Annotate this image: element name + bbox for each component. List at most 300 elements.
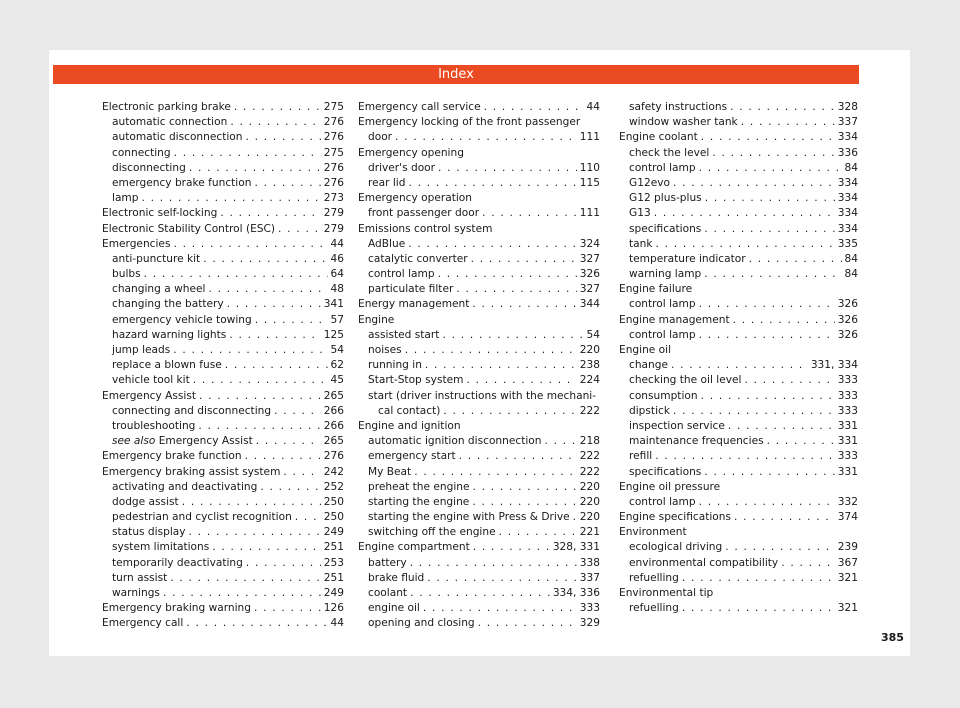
dot-leader	[456, 282, 576, 297]
dot-leader	[655, 449, 835, 464]
index-entry	[102, 465, 344, 480]
entry-page-number[interactable]: 335	[837, 237, 858, 250]
index-subentry	[102, 176, 344, 191]
entry-label	[102, 616, 183, 631]
entry-page-number[interactable]: 321	[837, 602, 858, 615]
dot-leader	[701, 389, 835, 404]
entry-text: automatic disconnection	[112, 131, 243, 144]
entry-page-number[interactable]: 64	[330, 268, 344, 281]
entry-page-number[interactable]: 250	[323, 495, 344, 508]
entry-text: running in	[368, 359, 422, 372]
entry-page-number[interactable]: 224	[579, 374, 600, 387]
entry-text: catalytic converter	[368, 252, 468, 265]
entry-label	[112, 328, 226, 343]
index-subentry	[619, 100, 858, 115]
entry-text: driver's door	[368, 161, 436, 174]
entry-text: bulbs	[112, 268, 141, 281]
index-subentry	[619, 571, 858, 586]
dot-leader	[212, 540, 320, 555]
entry-page-number[interactable]: 374	[837, 511, 858, 524]
index-subentry	[619, 601, 858, 616]
index-subentry	[619, 465, 858, 480]
entry-label	[629, 252, 746, 267]
entry-label	[368, 328, 439, 343]
entry-label	[619, 313, 730, 328]
entry-page-number[interactable]: 266	[323, 419, 344, 432]
entry-page-number[interactable]: 333	[579, 602, 600, 615]
index-subentry	[102, 525, 344, 540]
entry-page-number[interactable]: 321	[837, 571, 858, 584]
entry-label	[102, 237, 170, 252]
dot-leader	[699, 161, 842, 176]
entry-label	[112, 586, 160, 601]
entry-page-number[interactable]: 334	[837, 222, 858, 235]
entry-page-number[interactable]: 44	[586, 101, 600, 113]
dot-leader	[193, 373, 328, 388]
entry-page-number[interactable]: 221	[579, 526, 600, 539]
entry-page-number[interactable]: 266	[323, 404, 344, 417]
entry-label	[629, 540, 722, 555]
index-subentry	[358, 434, 600, 449]
index-subentry	[358, 571, 600, 586]
entry-text: connecting and disconnecting	[112, 404, 272, 417]
entry-text: Energy management	[358, 298, 470, 311]
dot-leader	[186, 616, 327, 631]
index-subentry	[102, 115, 344, 130]
entry-page-number[interactable]: 253	[323, 556, 344, 569]
index-subentry	[619, 222, 858, 237]
entry-page-number[interactable]: 332	[837, 495, 858, 508]
entry-label	[112, 404, 271, 419]
entry-page-number[interactable]: 218	[579, 435, 600, 448]
entry-label	[368, 358, 422, 373]
index-subentry	[619, 419, 858, 434]
index-entry	[102, 616, 344, 631]
entry-label	[368, 373, 463, 388]
dot-leader	[682, 601, 835, 616]
entry-page-number[interactable]: 338	[579, 556, 600, 569]
entry-page-number[interactable]: 252	[323, 480, 344, 493]
dot-leader	[427, 571, 576, 586]
entry-label	[629, 449, 652, 464]
entry-page-number[interactable]: 331	[837, 419, 858, 432]
entry-page-number[interactable]: 336	[837, 146, 858, 159]
index-subentry	[102, 404, 344, 419]
index-subentry	[619, 404, 858, 419]
dot-leader	[182, 495, 321, 510]
entry-page-number[interactable]: 327	[579, 283, 600, 296]
entry-page-number[interactable]: 265	[323, 389, 344, 402]
dot-leader	[260, 480, 320, 495]
index-subentry	[619, 449, 858, 464]
page-number: 385	[881, 631, 904, 644]
entry-text: pedestrian and cyclist recognition	[112, 511, 292, 524]
dot-leader	[573, 510, 577, 525]
entry-label	[112, 130, 243, 145]
entry-page-number[interactable]: 220	[579, 511, 600, 524]
entry-page-number[interactable]: 126	[323, 602, 344, 615]
entry-page-number[interactable]: 326	[579, 268, 600, 281]
entry-page-number[interactable]: 115	[579, 176, 600, 189]
entry-label	[629, 328, 696, 343]
entry-text: rear lid	[368, 176, 406, 189]
index-subentry	[619, 358, 858, 373]
dot-leader	[225, 358, 328, 373]
index-entry	[619, 313, 858, 328]
index-subentry	[102, 146, 344, 161]
dot-leader	[274, 404, 321, 419]
dot-leader	[170, 571, 321, 586]
dot-leader	[704, 222, 834, 237]
entry-page-number[interactable]: 329	[579, 617, 600, 630]
entry-label	[358, 297, 469, 312]
entry-text: emergency brake function	[112, 176, 252, 189]
entry-page-number[interactable]: 44	[330, 617, 344, 630]
entry-page-number[interactable]: 326	[837, 328, 858, 341]
entry-page-number[interactable]: 46	[330, 252, 344, 265]
dot-leader	[438, 267, 577, 282]
dot-leader	[425, 358, 577, 373]
entry-text: starting the engine	[368, 495, 470, 508]
entry-page-number[interactable]: 220	[579, 495, 600, 508]
entry-page-number[interactable]: 324	[579, 237, 600, 250]
entry-page-number[interactable]: 276	[323, 176, 344, 189]
entry-text: door	[368, 131, 393, 144]
entry-page-number[interactable]: 334	[837, 176, 858, 189]
index-subentry	[102, 297, 344, 312]
entry-text: Emergencies	[102, 237, 171, 250]
entry-page-number[interactable]: 331	[837, 435, 858, 448]
index-subentry	[358, 616, 600, 631]
dot-leader	[682, 571, 835, 586]
entry-page-number[interactable]: 276	[323, 116, 344, 129]
dot-leader	[189, 525, 321, 540]
entry-page-number[interactable]: 341	[323, 298, 344, 311]
entry-page-number[interactable]: 276	[323, 131, 344, 144]
entry-page-number[interactable]: 111	[579, 131, 600, 144]
entry-page-number[interactable]: 334	[837, 192, 858, 205]
entry-label	[368, 449, 456, 464]
entry-text: Engine specifications	[619, 511, 732, 524]
entry-page-number[interactable]: 220	[579, 344, 600, 356]
entry-text: refill	[629, 450, 653, 463]
entry-text: check the level	[629, 146, 710, 159]
entry-text: dodge assist	[112, 495, 179, 508]
entry-page-number[interactable]: 249	[323, 587, 344, 599]
dot-leader	[484, 100, 584, 115]
index-entry	[102, 601, 344, 616]
entry-text: consumption	[629, 389, 698, 402]
entry-page-number[interactable]: 333	[837, 389, 858, 402]
index-heading: Engine oil pressure	[619, 480, 721, 493]
entry-page-number[interactable]: 125	[323, 328, 344, 341]
index-subentry	[102, 358, 344, 373]
entry-page-number[interactable]: 326	[837, 298, 858, 311]
dot-leader	[245, 449, 321, 464]
entry-text: Emergency call service	[358, 101, 481, 113]
dot-leader	[744, 373, 834, 388]
entry-label	[629, 191, 702, 206]
index-subentry	[619, 267, 858, 282]
entry-page-number[interactable]: 334, 336	[552, 587, 600, 599]
index-subentry	[102, 480, 344, 495]
entry-page-number[interactable]: 84	[844, 268, 858, 281]
entry-label	[112, 343, 170, 358]
index-subentry	[102, 267, 344, 282]
dot-leader	[478, 616, 577, 631]
dot-leader	[699, 297, 835, 312]
dot-leader	[203, 252, 327, 267]
entry-label	[368, 267, 435, 282]
entry-page-number[interactable]: 276	[323, 450, 344, 463]
entry-page-number[interactable]: 238	[579, 359, 600, 372]
entry-page-number[interactable]: 276	[323, 161, 344, 174]
entry-page-number[interactable]: 367	[837, 556, 858, 569]
entry-label	[368, 434, 541, 449]
entry-page-number[interactable]: 251	[323, 541, 344, 554]
index-entry	[102, 222, 344, 237]
entry-page-number[interactable]: 279	[323, 207, 344, 220]
entry-label	[112, 297, 224, 312]
index-subentry	[358, 449, 600, 464]
entry-text: activating and deactivating	[112, 480, 258, 493]
entry-page-number[interactable]: 250	[323, 511, 344, 524]
entry-label	[629, 571, 679, 586]
entry-page-number[interactable]: 222	[579, 450, 600, 463]
entry-label	[629, 206, 651, 221]
dot-leader	[408, 237, 577, 252]
entry-page-number[interactable]: 328, 331	[552, 541, 600, 554]
entry-page-number[interactable]: 265	[323, 435, 344, 448]
dot-leader	[255, 313, 328, 328]
entry-label	[102, 100, 231, 115]
entry-label	[358, 100, 481, 115]
index-subentry	[619, 191, 858, 206]
entry-text: control lamp	[629, 298, 696, 311]
entry-text: system limitations	[112, 541, 210, 554]
entry-label	[368, 601, 420, 616]
index-subentry	[358, 282, 600, 297]
entry-page-number[interactable]: 249	[323, 526, 344, 539]
entry-text: ecological driving	[629, 541, 723, 554]
entry-label	[102, 389, 196, 404]
entry-label	[112, 252, 200, 267]
entry-text: automatic ignition disconnection	[368, 435, 542, 448]
entry-page-number[interactable]: 251	[323, 571, 344, 584]
entry-page-number[interactable]: 222	[579, 404, 600, 417]
entry-label	[629, 176, 670, 191]
entry-label	[368, 495, 469, 510]
entry-page-number[interactable]: 337	[837, 116, 858, 129]
entry-text: connecting	[112, 146, 171, 159]
dot-leader	[472, 495, 576, 510]
entry-text: Engine coolant	[619, 131, 698, 144]
dot-leader	[208, 282, 327, 297]
entry-text: Emergency Assist	[102, 389, 197, 402]
entry-label	[112, 556, 243, 571]
index-subentry	[102, 313, 344, 328]
dot-leader	[704, 465, 834, 480]
entry-page-number[interactable]: 337	[579, 571, 600, 584]
dot-leader	[423, 601, 577, 616]
entry-text: noises	[368, 344, 402, 356]
index-heading: Environmental tip	[619, 587, 714, 599]
entry-page-number[interactable]: 54	[586, 328, 600, 341]
entry-label	[368, 206, 479, 221]
entry-page-number[interactable]: 111	[579, 207, 600, 220]
entry-label	[619, 130, 698, 145]
entry-text: temperature indicator	[629, 252, 746, 265]
entry-text: Emergency Assist	[158, 435, 253, 448]
entry-label	[112, 176, 251, 191]
entry-label	[112, 282, 205, 297]
index-subentry	[619, 495, 858, 510]
entry-text: engine oil	[368, 602, 420, 615]
entry-label	[112, 419, 195, 434]
dot-leader	[544, 434, 576, 449]
entry-page-number[interactable]: 48	[330, 283, 344, 296]
entry-page-number[interactable]: 333	[837, 374, 858, 387]
entry-text: change	[629, 359, 668, 372]
entry-page-number[interactable]: 54	[330, 344, 344, 356]
entry-text: Emergency braking warning	[102, 602, 251, 615]
index-subentry	[358, 465, 600, 480]
entry-text: warning lamp	[629, 268, 702, 281]
entry-text: coolant	[368, 587, 408, 599]
entry-page-number[interactable]: 57	[330, 313, 344, 326]
entry-page-number[interactable]: 44	[330, 237, 344, 250]
index-subentry	[358, 206, 600, 221]
index-subentry	[102, 373, 344, 388]
index-subentry	[619, 237, 858, 252]
entry-page-number[interactable]: 344	[579, 298, 600, 311]
entry-text: disconnecting	[112, 161, 186, 174]
entry-text: changing the battery	[112, 298, 224, 311]
entry-label	[368, 616, 475, 631]
dot-leader	[278, 222, 321, 237]
dot-leader	[705, 191, 835, 206]
entry-label	[368, 480, 470, 495]
index-subentry	[358, 495, 600, 510]
entry-page-number[interactable]: 242	[323, 465, 344, 478]
entry-text: cal contact)	[378, 404, 441, 417]
entry-page-number[interactable]: 45	[330, 374, 344, 387]
entry-page-number[interactable]: 239	[837, 541, 858, 554]
entry-text: Emergency call	[102, 617, 184, 630]
entry-page-number[interactable]: 62	[330, 359, 344, 372]
index-subentry	[102, 419, 344, 434]
dot-leader	[246, 130, 321, 145]
entry-page-number[interactable]: 333	[837, 450, 858, 463]
dot-leader	[730, 100, 835, 115]
entry-label	[102, 449, 242, 464]
dot-leader	[173, 343, 327, 358]
index-subentry	[358, 480, 600, 495]
entry-text: anti-puncture kit	[112, 252, 201, 265]
entry-label	[629, 556, 778, 571]
dot-leader	[408, 176, 576, 191]
entry-page-number[interactable]: 275	[323, 146, 344, 159]
index-heading: Environment	[619, 526, 687, 539]
entry-page-number[interactable]: 222	[579, 465, 600, 478]
dot-leader	[733, 313, 835, 328]
entry-text: turn assist	[112, 571, 168, 584]
entry-text: control lamp	[629, 495, 696, 508]
entry-label	[102, 465, 280, 480]
entry-label	[102, 601, 251, 616]
entry-page-number[interactable]: 334	[837, 207, 858, 220]
entry-text: changing a wheel	[112, 283, 206, 296]
entry-label	[368, 176, 405, 191]
entry-label	[629, 601, 679, 616]
index-subentry	[102, 556, 344, 571]
dot-leader	[443, 404, 576, 419]
index-subentry	[358, 358, 600, 373]
index-subentry	[358, 525, 600, 540]
entry-page-number[interactable]: 333	[837, 404, 858, 417]
entry-label	[368, 465, 411, 480]
index-subentry	[102, 571, 344, 586]
entry-page-number[interactable]: 331, 334	[810, 359, 858, 372]
entry-page-number[interactable]: 328	[837, 101, 858, 113]
entry-label	[368, 586, 407, 601]
entry-page-number[interactable]: 334	[837, 131, 858, 144]
index-subentry	[619, 540, 858, 555]
dot-leader	[246, 556, 321, 571]
entry-label	[629, 100, 727, 115]
index-subentry	[619, 373, 858, 388]
entry-page-number[interactable]: 327	[579, 252, 600, 265]
entry-text: environmental compatibility	[629, 556, 779, 569]
entry-text: dipstick	[629, 404, 670, 417]
entry-label	[619, 510, 731, 525]
entry-page-number[interactable]: 220	[579, 480, 600, 493]
entry-label	[112, 373, 190, 388]
entry-label	[112, 313, 252, 328]
dot-leader	[741, 115, 835, 130]
index-subentry	[358, 130, 600, 145]
entry-label	[112, 434, 253, 449]
index-subentry	[102, 495, 344, 510]
entry-text: window washer tank	[629, 116, 738, 129]
entry-label	[112, 161, 186, 176]
entry-text: Electronic parking brake	[102, 101, 231, 113]
entry-page-number[interactable]: 275	[323, 101, 344, 113]
entry-page-number[interactable]: 84	[844, 161, 858, 174]
entry-page-number[interactable]: 84	[844, 252, 858, 265]
entry-label	[112, 191, 138, 206]
entry-label	[112, 540, 209, 555]
entry-label	[112, 495, 179, 510]
entry-text: refuelling	[629, 571, 679, 584]
entry-label	[368, 161, 435, 176]
dot-leader	[295, 510, 321, 525]
entry-page-number[interactable]: 326	[837, 313, 858, 326]
entry-label	[112, 525, 186, 540]
entry-text: My Beat	[368, 465, 412, 478]
entry-page-number[interactable]: 331	[837, 465, 858, 478]
entry-page-number[interactable]: 279	[323, 222, 344, 235]
index-subentry	[358, 328, 600, 343]
entry-text: AdBlue	[368, 237, 406, 250]
entry-page-number[interactable]: 273	[323, 192, 344, 205]
entry-page-number[interactable]: 110	[579, 161, 600, 174]
dot-leader	[229, 328, 320, 343]
dot-leader	[230, 115, 320, 130]
index-subentry	[358, 586, 600, 601]
index-subentry	[358, 601, 600, 616]
entry-label	[629, 358, 668, 373]
